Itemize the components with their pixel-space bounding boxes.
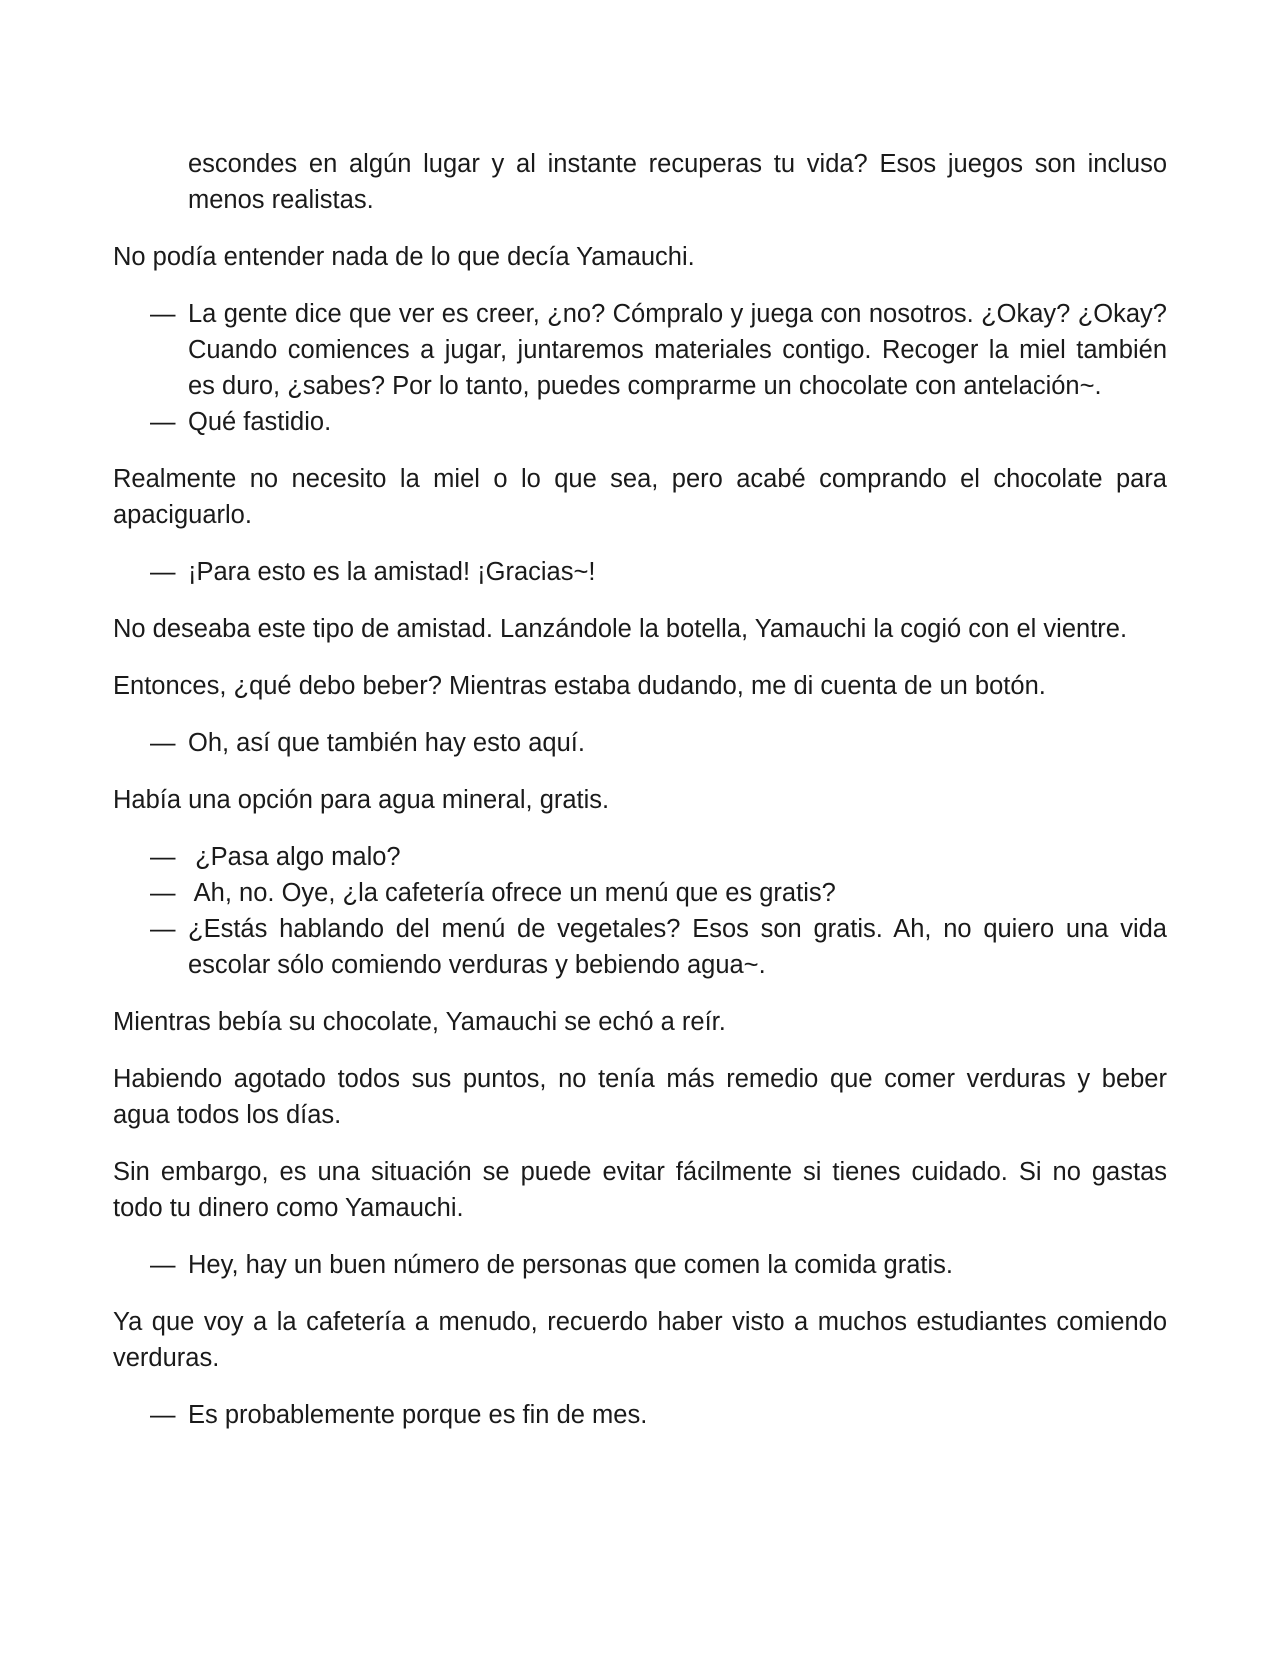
dialogue-line — [113, 1247, 1167, 1283]
dialogue-line — [113, 296, 1167, 404]
narration-paragraph: Entonces, ¿qué debo beber? Mientras estaba dudando, me di cuenta de un botón. — [113, 672, 1046, 700]
dialogue-dash: — — [150, 729, 176, 757]
dialogue-block — [113, 1247, 1167, 1283]
dialogue-dash: — — [150, 1401, 176, 1429]
dialogue-dash: — — [150, 408, 176, 436]
dialogue-line — [113, 725, 1167, 761]
dialogue-dash: — — [150, 558, 176, 586]
dialogue-text: Ah, no. Oye, ¿la cafetería ofrece un menú que es gratis? — [188, 879, 836, 907]
narration-paragraph: No podía entender nada de lo que decía Yamauchi. — [113, 243, 695, 271]
dialogue-dash: — — [150, 915, 176, 943]
dialogue-text: ¿Estás hablando del menú de vegetales? Esos son gratis. Ah, no quiero una vida escolar sólo comiendo verduras y bebiendo agua~. — [188, 915, 1167, 979]
dialogue-text: Oh, así que también hay esto aquí. — [188, 729, 585, 757]
narration-paragraph: Había una opción para agua mineral, gratis. — [113, 786, 610, 814]
dialogue-line — [113, 1397, 1167, 1433]
dialogue-text: Qué fastidio. — [188, 408, 332, 436]
narration-paragraph: No deseaba este tipo de amistad. Lanzándole la botella, Yamauchi la cogió con el vientre. — [113, 615, 1128, 643]
dialogue-block — [113, 839, 1167, 983]
narration-paragraph: Habiendo agotado todos sus puntos, no tenía más remedio que comer verduras y beber agua todos los días. — [113, 1065, 1167, 1129]
dialogue-text: Hey, hay un buen número de personas que comen la comida gratis. — [188, 1251, 953, 1279]
narration-paragraph: Mientras bebía su chocolate, Yamauchi se echó a reír. — [113, 1008, 726, 1036]
dialogue-line — [113, 875, 1167, 911]
dialogue-block — [113, 725, 1167, 761]
dialogue-dash: — — [150, 300, 176, 328]
dialogue-line — [113, 839, 1167, 875]
dialogue-line — [113, 554, 1167, 590]
dialogue-continuation: escondes en algún lugar y al instante recuperas tu vida? Esos juegos son incluso menos realistas. — [188, 150, 1167, 214]
dialogue-line — [113, 404, 1167, 440]
dialogue-block — [113, 1397, 1167, 1433]
narration-paragraph: Sin embargo, es una situación se puede evitar fácilmente si tienes cuidado. Si no gastas todo tu dinero como Yamauchi. — [113, 1158, 1167, 1222]
dialogue-text: ¿Pasa algo malo? — [188, 843, 401, 871]
dialogue-dash: — — [150, 843, 176, 871]
dialogue-dash: — — [150, 1251, 176, 1279]
dialogue-dash: — — [150, 879, 176, 907]
narration-paragraph: Ya que voy a la cafetería a menudo, recuerdo haber visto a muchos estudiantes comiendo verduras. — [113, 1308, 1167, 1372]
dialogue-block — [113, 296, 1167, 440]
dialogue-line — [113, 911, 1167, 983]
page-body — [113, 146, 1167, 1454]
dialogue-text: Es probablemente porque es fin de mes. — [188, 1401, 648, 1429]
narration-paragraph: Realmente no necesito la miel o lo que sea, pero acabé comprando el chocolate para apaciguarlo. — [113, 465, 1167, 529]
dialogue-text: La gente dice que ver es creer, ¿no? Cómpralo y juega con nosotros. ¿Okay? ¿Okay? Cuando comiences a jugar, juntaremos materiales contigo. Recoger la miel también es duro, ¿sabes? Por lo tanto, puedes comprarme un chocolate con antelación~. — [188, 300, 1167, 400]
dialogue-block — [113, 554, 1167, 590]
dialogue-text: ¡Para esto es la amistad! ¡Gracias~! — [188, 558, 596, 586]
